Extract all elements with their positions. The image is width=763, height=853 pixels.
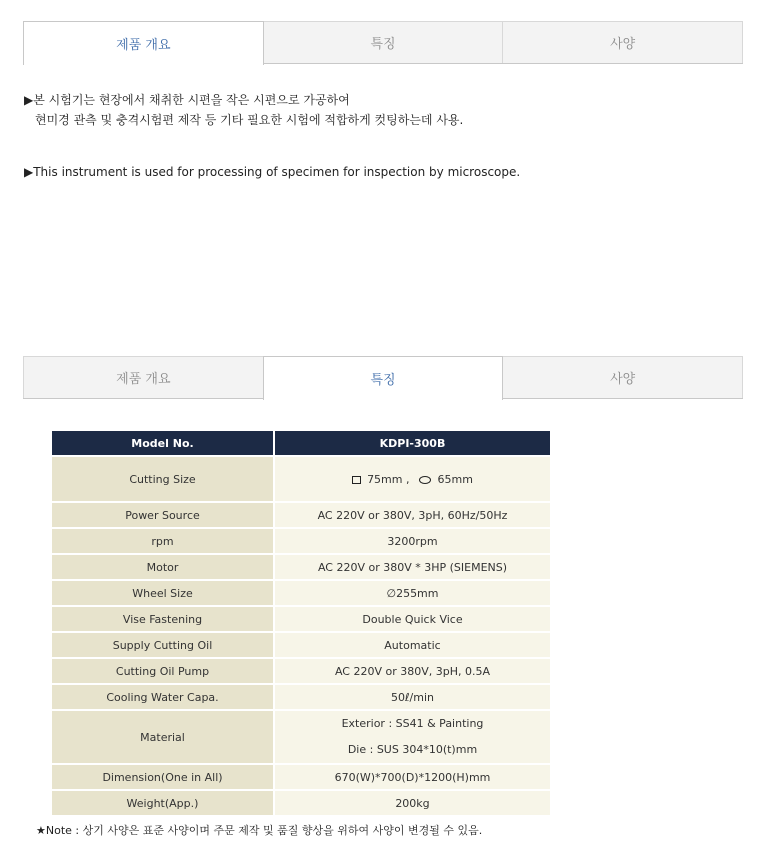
tab-bar-top [23, 21, 743, 64]
tab-bar-bottom [23, 356, 743, 399]
table-row [52, 710, 551, 764]
row-label: Supply Cutting Oil [52, 632, 274, 658]
row-value: AC 220V or 380V, 3pH, 0.5A [274, 658, 551, 684]
tab-features[interactable]: 특징 [263, 356, 504, 400]
square-icon [352, 476, 361, 484]
table-header-row [52, 431, 551, 456]
row-label: Material [52, 710, 274, 764]
circle-size: 65mm [437, 472, 473, 486]
row-label: Dimension(One in All) [52, 764, 274, 790]
row-value: ∅255mm [274, 580, 551, 606]
row-label: Wheel Size [52, 580, 274, 606]
table-row [52, 632, 551, 658]
table-row [52, 456, 551, 502]
row-value: 50ℓ/min [274, 684, 551, 710]
description-ko-line1: ▶본 시험기는 현장에서 채취한 시편을 작은 시편으로 가공하여 [24, 93, 350, 107]
description-ko-line2: 현미경 관측 및 충격시험편 제작 등 기타 필요한 시험에 적합하게 컷팅하는데 사용. [35, 113, 464, 127]
table-row [52, 606, 551, 632]
table-row [52, 764, 551, 790]
row-value: Automatic [274, 632, 551, 658]
table-row [52, 580, 551, 606]
table-row [52, 684, 551, 710]
row-label: Vise Fastening [52, 606, 274, 632]
row-value: Double Quick Vice [274, 606, 551, 632]
spec-note: ★Note : 상기 사양은 표준 사양이며 주문 제작 및 품질 향상을 위하여 사양이 변경될 수 있음. [36, 824, 483, 837]
tab-overview[interactable]: 제품 개요 [23, 21, 264, 65]
row-value: AC 220V or 380V, 3pH, 60Hz/50Hz [274, 502, 551, 528]
row-value: AC 220V or 380V * 3HP (SIEMENS) [274, 554, 551, 580]
tab-specs[interactable]: 사양 [502, 356, 743, 398]
row-value: 670(W)*700(D)*1200(H)mm [274, 764, 551, 790]
table-row [52, 790, 551, 816]
table-row [52, 528, 551, 554]
row-label: Cutting Oil Pump [52, 658, 274, 684]
row-label: Cutting Size [52, 456, 274, 502]
row-label: Cooling Water Capa. [52, 684, 274, 710]
material-line2: Die : SUS 304*10(t)mm [347, 743, 478, 756]
table-row [52, 554, 551, 580]
table-row [52, 502, 551, 528]
material-line1: Exterior : SS41 & Painting [341, 717, 484, 730]
header-value: KDPI-300B [274, 431, 551, 456]
material-value [274, 710, 551, 764]
row-label: rpm [52, 528, 274, 554]
tab-specs[interactable]: 사양 [502, 21, 743, 63]
description-english [24, 162, 520, 182]
table-row [52, 658, 551, 684]
row-label: Power Source [52, 502, 274, 528]
spec-table [52, 431, 552, 817]
tab-overview[interactable]: 제품 개요 [23, 356, 264, 398]
circle-icon [419, 476, 431, 484]
row-value: 3200rpm [274, 528, 551, 554]
square-size: 75mm , [367, 472, 410, 486]
row-label: Motor [52, 554, 274, 580]
description-en-line1: ▶This instrument is used for processing of specimen for inspection by microscope. [24, 165, 521, 179]
header-label: Model No. [52, 431, 274, 456]
row-value: 200kg [274, 790, 551, 816]
row-label: Weight(App.) [52, 790, 274, 816]
description-korean [24, 90, 463, 130]
cutting-size-value [274, 456, 551, 502]
tab-features[interactable]: 특징 [263, 21, 504, 63]
